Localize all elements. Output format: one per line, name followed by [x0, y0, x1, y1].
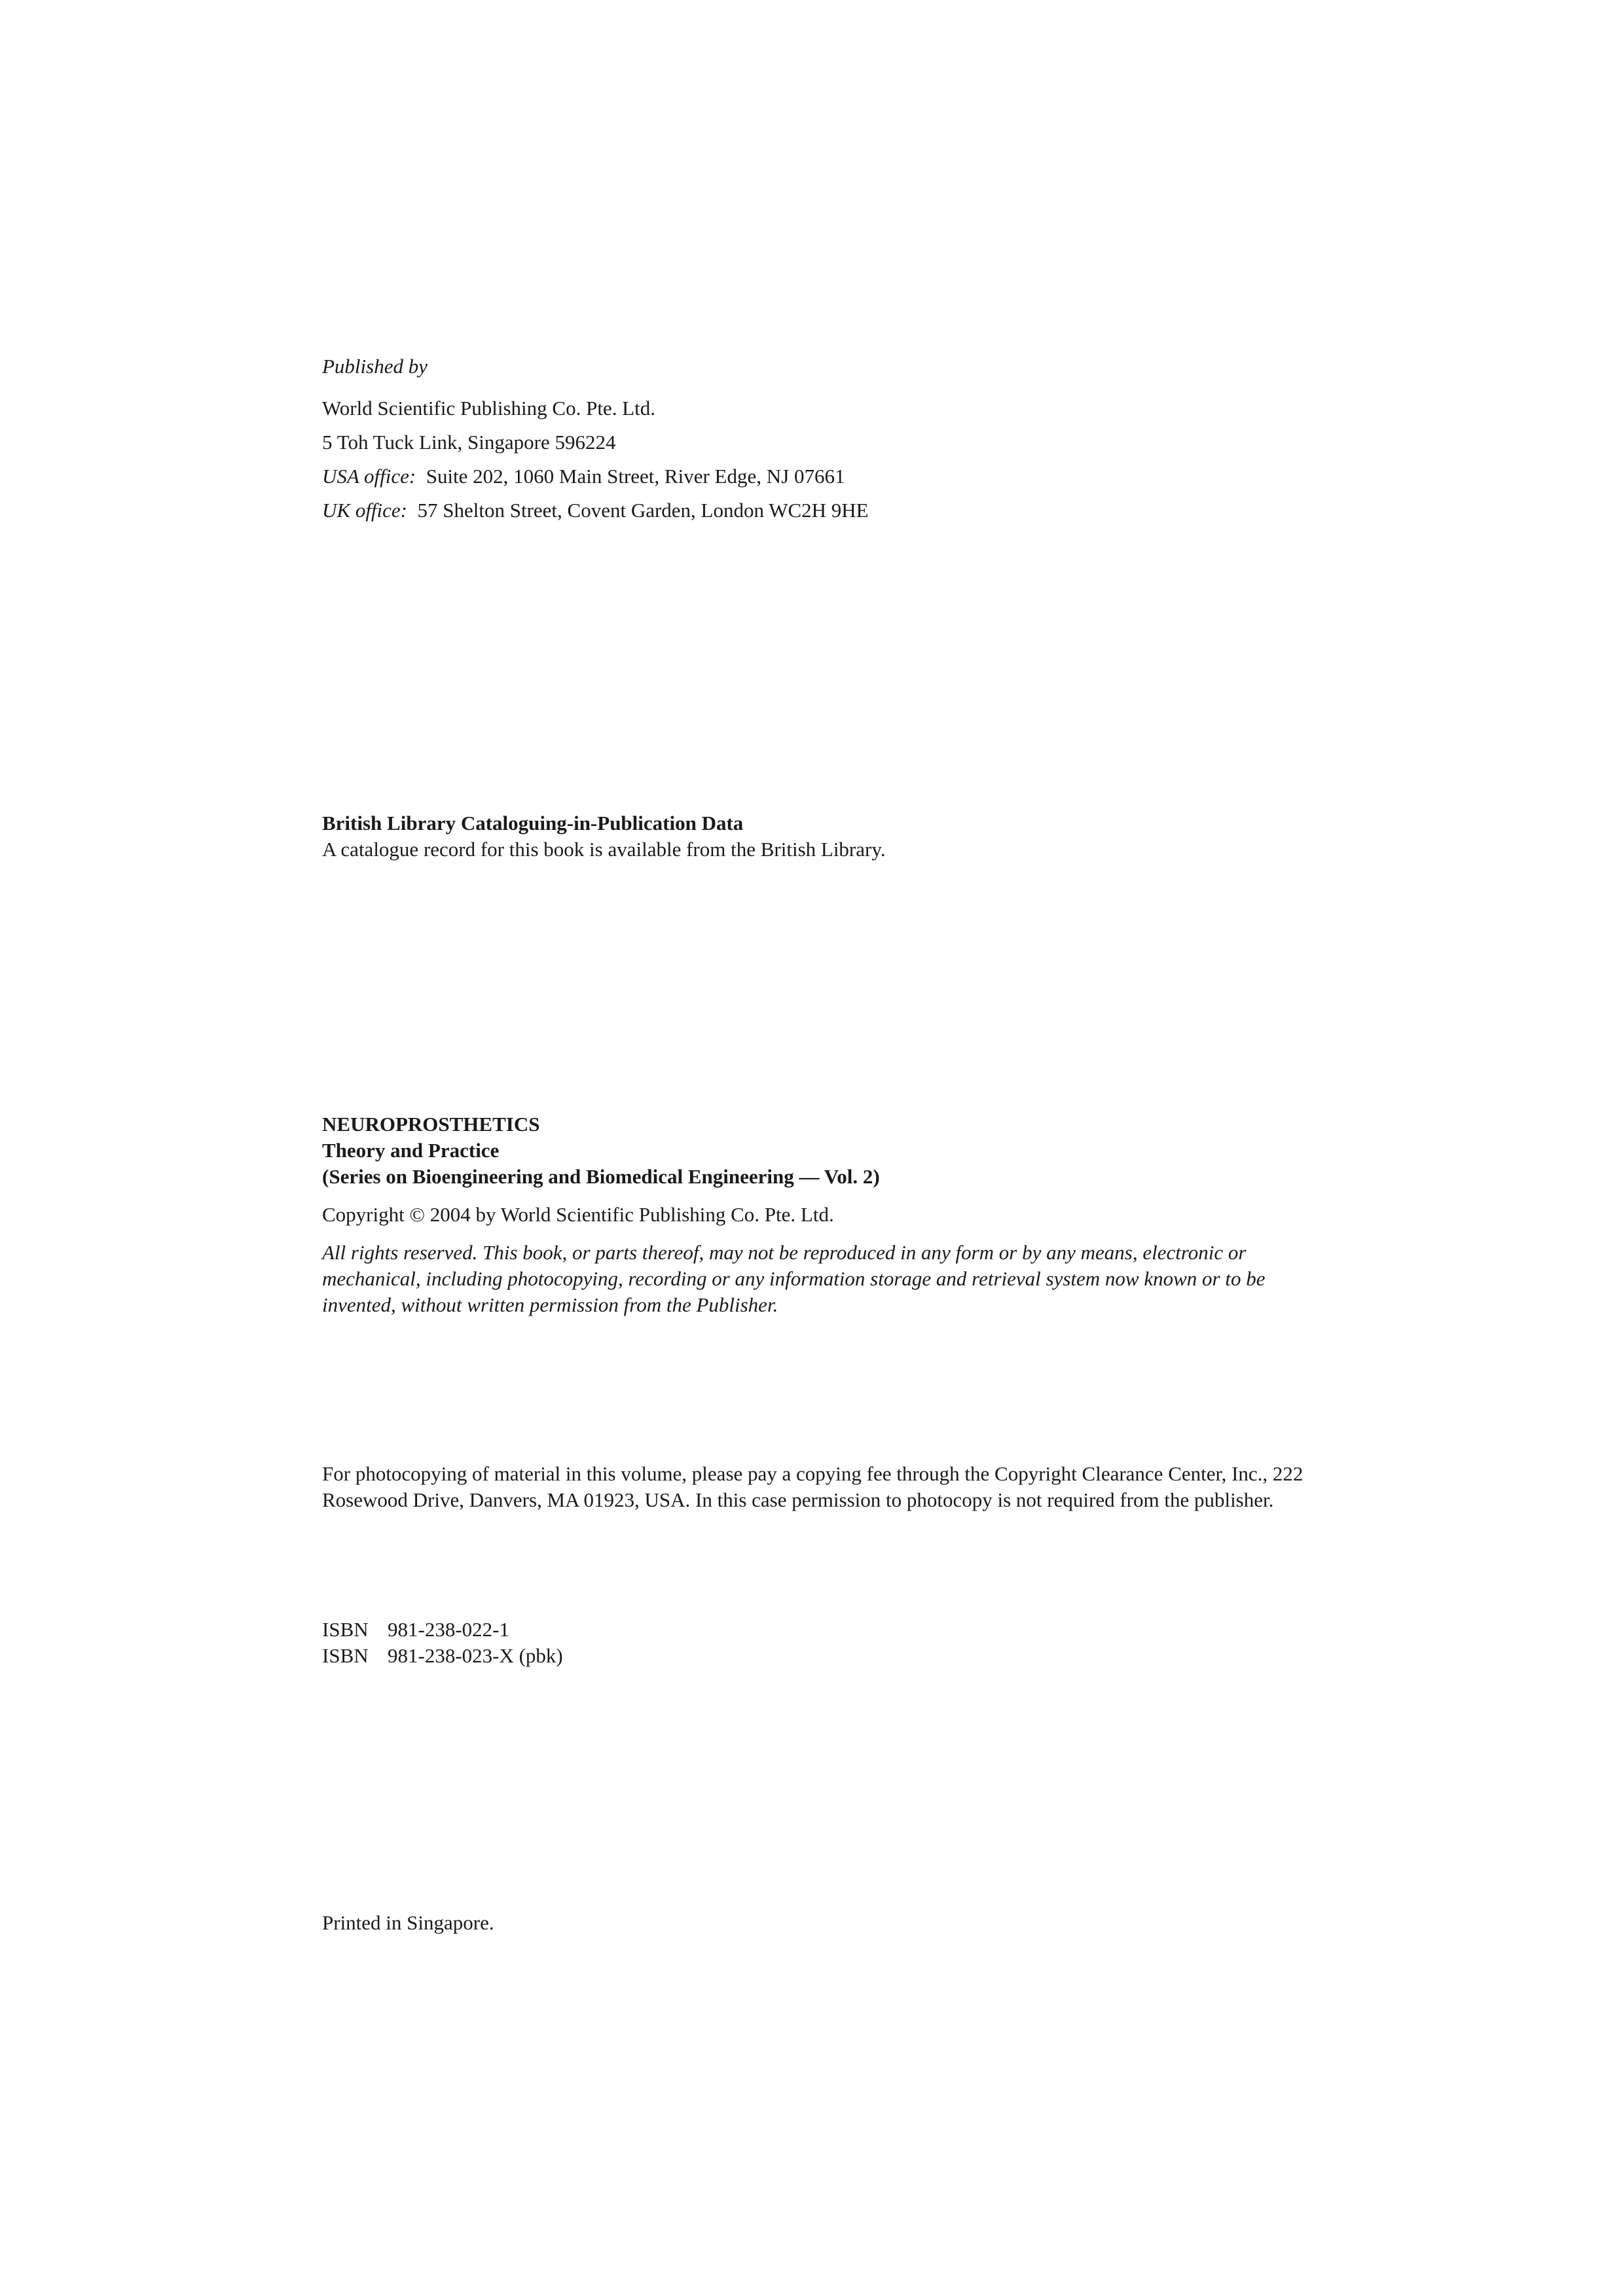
publisher-name: World Scientific Publishing Co. Pte. Ltd.	[322, 397, 655, 420]
usa-office-row	[322, 463, 1317, 490]
copyright-line: Copyright © 2004 by World Scientific Publishing Co. Pte. Ltd.	[322, 1203, 834, 1226]
publisher-block	[322, 353, 1317, 524]
usa-office-address: Suite 202, 1060 Main Street, River Edge, NJ 07661	[426, 465, 845, 488]
cataloguing-block	[322, 810, 1317, 863]
cataloguing-heading: British Library Cataloguing-in-Publication Data	[322, 812, 744, 834]
book-series: (Series on Bioengineering and Biomedical Engineering — Vol. 2)	[322, 1165, 880, 1188]
isbn-label: ISBN	[322, 1618, 369, 1641]
book-subtitle: Theory and Practice	[322, 1139, 500, 1162]
isbn-value: 981-238-023-X (pbk)	[388, 1644, 563, 1667]
printed-block	[322, 1910, 1317, 1936]
cataloguing-text: A catalogue record for this book is available from the British Library.	[322, 838, 886, 861]
usa-office-label: USA office:	[322, 465, 416, 488]
printed-in: Printed in Singapore.	[322, 1911, 494, 1934]
isbn-row	[322, 1643, 1317, 1669]
publisher-address: 5 Toh Tuck Link, Singapore 596224	[322, 431, 616, 454]
uk-office-row	[322, 497, 1317, 524]
isbn-value: 981-238-022-1	[388, 1618, 509, 1641]
published-by-label: Published by	[322, 355, 428, 378]
photocopy-notice: For photocopying of material in this volume, please pay a copying fee through the Copyright Clearance Center, Inc., 222 Rosewood Drive, Danvers, MA 01923, USA. In this case permission to photocopy is not required from the publisher.	[322, 1462, 1304, 1511]
book-info-block	[322, 1111, 1317, 1318]
isbn-label: ISBN	[322, 1644, 369, 1667]
isbn-block	[322, 1617, 1317, 1669]
book-title: NEUROPROSTHETICS	[322, 1113, 540, 1136]
rights-statement: All rights reserved. This book, or parts thereof, may not be reproduced in any form or by any means, electronic or mechanical, including photocopying, recording or any information storage and retrieval system now known or to be invented, without written permission from the Publisher.	[322, 1241, 1266, 1316]
uk-office-label: UK office:	[322, 499, 407, 522]
photocopy-block	[322, 1461, 1317, 1513]
isbn-row	[322, 1617, 1317, 1643]
uk-office-address: 57 Shelton Street, Covent Garden, London WC2H 9HE	[417, 499, 869, 522]
